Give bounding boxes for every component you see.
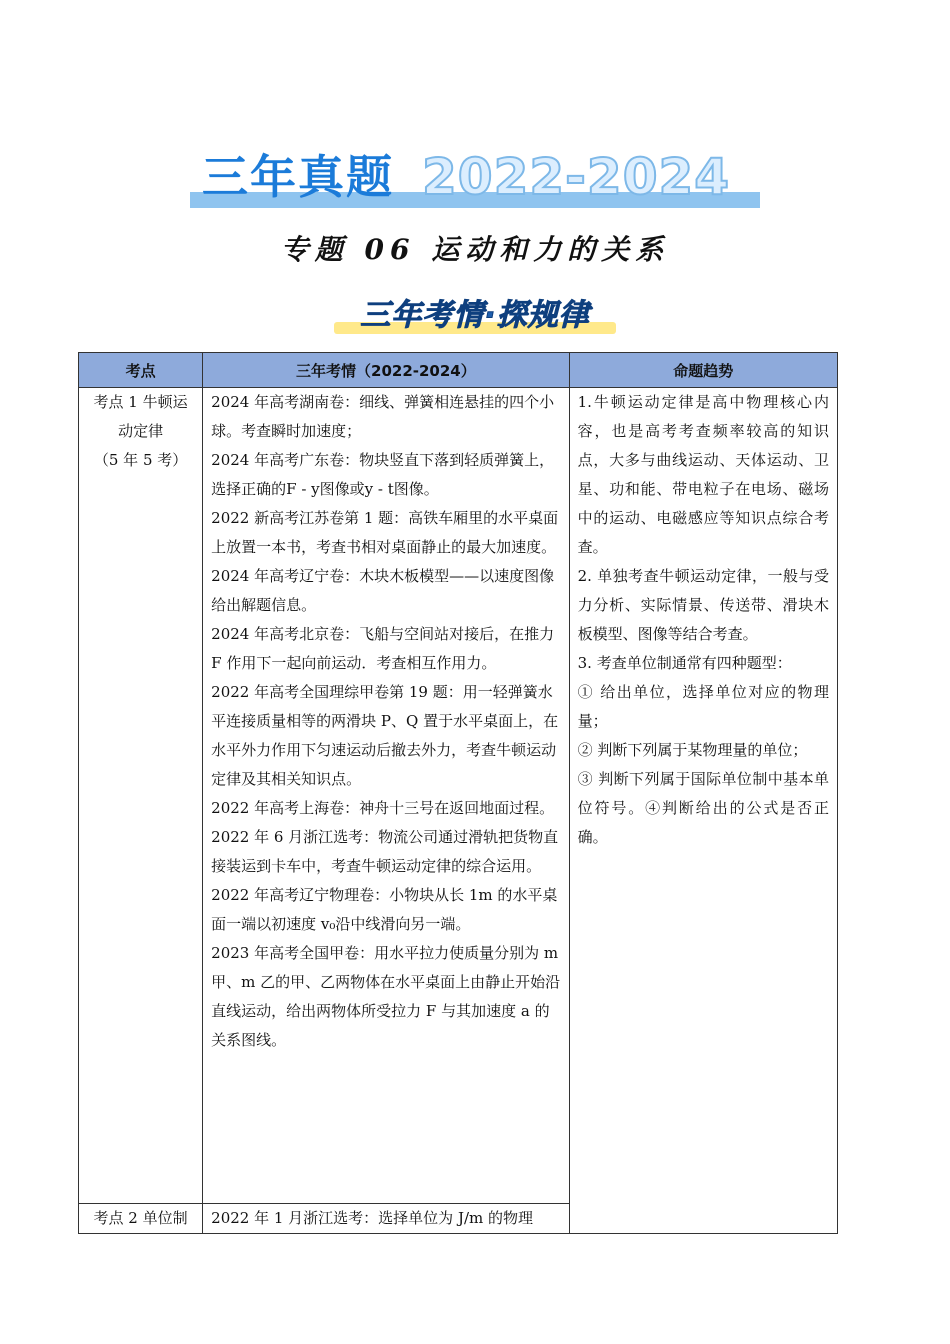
exam-item: 2022 年高考辽宁物理卷：小物块从长 1m 的水平桌面一端以初速度 v₀沿中线滑向另一端。 [211,886,558,933]
exam-item: 2022 新高考江苏卷第 1 题：高铁车厢里的水平桌面上放置一本书，考查书相对桌面静止的最大加速度。 [211,509,559,556]
exam-item: 2022 年高考上海卷：神舟十三号在返回地面过程。 [211,799,555,817]
table-header-row [79,353,838,388]
exam-item: 2024 年高考北京卷：飞船与空间站对接后，在推力 F 作用下一起向前运动．考查相互作用力。 [211,625,555,672]
sub-banner-text: 三年考情·探规律 [360,298,590,333]
sub-banner [330,296,620,338]
trend-item: 3. 考查单位制通常有四种题型： [577,654,792,672]
kaodian-count: （5 年 5 考） [93,451,188,469]
exam-item: 2022 年 1 月浙江选考：选择单位为 J/m 的物理 [211,1209,534,1227]
trend-item: ② 判断下列属于某物理量的单位； [577,741,808,759]
kaodian-line: 动定律 [118,422,164,440]
exam-item: 2022 年 6 月浙江选考：物流公司通过滑轨把货物直接装运到卡车中，考查牛顿运动定律的综合运用。 [211,828,559,875]
kaodian-line: 考点 1 牛顿运 [93,393,188,411]
exam-item: 2024 年高考广东卷：物块竖直下落到轻质弹簧上，选择正确的F - y图像或y - t图像。 [211,451,555,498]
exam-analysis-table [78,352,838,1234]
exam-item: 2023 年高考全国甲卷：用水平拉力使质量分别为 m 甲、m 乙的甲、乙两物体在水平桌面上由静止开始沿直线运动，给出两物体所受拉力 F 与其加速度 a 的关系图线。 [211,944,561,1049]
trend-item: 1.牛顿运动定律是高中物理核心内容，也是高考考查频率较高的知识点，大多与曲线运动、天体运动、卫星、功和能、带电粒子在电场、磁场中的运动、电磁感应等知识点综合考查。 [577,393,829,556]
header-kaodian: 考点 [79,353,203,388]
header-trend: 命题趋势 [569,353,837,388]
banner-chinese-title: 三年真题 [202,150,394,204]
exam-item: 2024 年高考湖南卷：细线、弹簧相连悬挂的四个小球。考查瞬时加速度； [211,393,555,440]
banner-years: 2022-2024 [422,148,731,206]
kaodian-cell [79,1204,203,1234]
trend-item: ③ 判断下列属于国际单位制中基本单位符号。④判断给出的公式是否正确。 [577,770,829,846]
trend-item: ① 给出单位，选择单位对应的物理量； [577,683,829,730]
trend-cell [569,388,837,1234]
header-kaoqing: 三年考情（2022-2024） [203,353,569,388]
kaodian-cell [79,388,203,1204]
exam-list-cell [203,388,569,1204]
kaodian-line: 考点 2 单位制 [93,1209,188,1227]
title-banner [190,150,760,210]
table-row [79,388,838,1204]
exam-item: 2024 年高考辽宁卷：木块木板模型——以速度图像给出解题信息。 [211,567,555,614]
exam-list-cell [203,1204,569,1234]
topic-title: 专题 06 运动和力的关系 [280,233,670,266]
exam-item: 2022 年高考全国理综甲卷第 19 题：用一轻弹簧水平连接质量相等的两滑块 P、Q 置于水平桌面上，在水平外力作用下匀速运动后撤去外力，考查牛顿运动定律及其相关知识点。 [211,683,559,788]
trend-item: 2. 单独考查牛顿运动定律，一般与受力分析、实际情景、传送带、滑块木板模型、图像等结合考查。 [577,567,829,643]
